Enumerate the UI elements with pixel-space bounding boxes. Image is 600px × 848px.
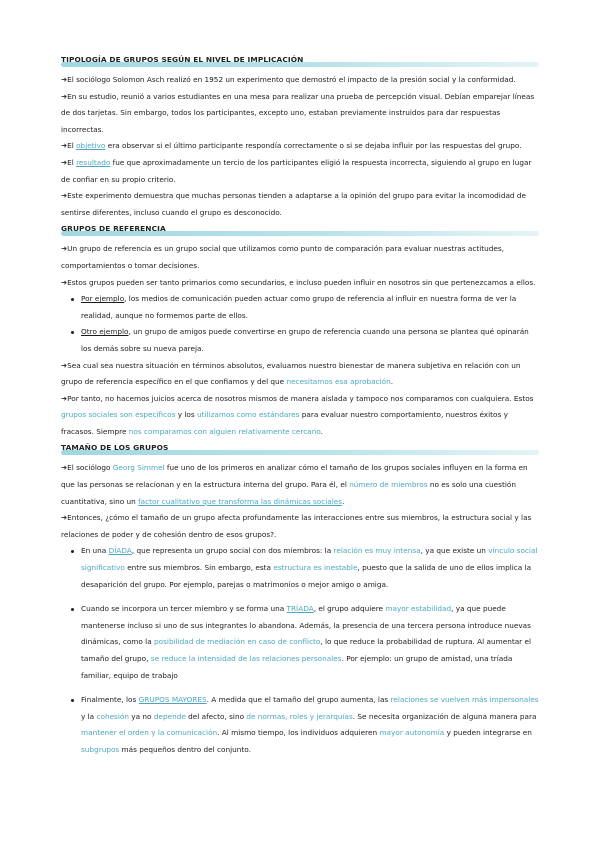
list-item	[81, 543, 539, 593]
paragraph	[61, 391, 539, 441]
highlighted-term: DÍADA	[108, 546, 132, 556]
text-run: entre sus miembros. Sin embargo, esta	[124, 563, 274, 573]
list-item	[81, 601, 539, 684]
highlighted-term: utilizamos como estándares	[197, 410, 300, 420]
highlighted-term: vínculo social significativo	[81, 546, 538, 573]
text-run: Cuando se incorpora un tercer miembro y se forma una	[81, 604, 287, 614]
section-heading	[61, 442, 539, 458]
text-run: era observar si el último participante respondía correctamente o si se dejaba influir por las respuestas del grupo.	[105, 141, 522, 151]
highlighted-term: se reduce la intensidad de las relaciones personales	[150, 654, 342, 663]
text-run: y los	[175, 410, 198, 420]
arrow-right-icon: ➜	[61, 463, 68, 473]
highlighted-term: factor cualitativo que transforma las dinámicas sociales	[138, 496, 343, 506]
highlighted-term: cohesión	[96, 711, 129, 721]
paragraph-text: En su estudio, reunió a varios estudiantes en una mesa para realizar una prueba de percepción visual. Debían emparejar líneas de dos tarjetas. Sin embargo, todos los participantes, excepto uno, estaban previamente instruidos para dar respuestas incorrectas.	[61, 91, 535, 134]
highlighted-term: depende	[153, 711, 186, 721]
text-run: no es solo una cuestión cuantitativa, sino un	[61, 480, 516, 506]
highlighted-term: relación es muy intensa	[333, 546, 421, 556]
paragraph	[61, 241, 539, 274]
highlighted-term: mantener el orden y la comunicación	[81, 728, 218, 738]
arrow-right-icon: ➜	[61, 191, 68, 201]
text-run: y pueden integrarse en	[444, 728, 532, 738]
list-item	[81, 324, 539, 357]
paragraph-text: Este experimento demuestra que muchas personas tienden a adaptarse a la opinión del grupo para evitar la incomodidad de sentirse diferentes, incluso cuando el grupo es desconocido.	[61, 191, 527, 217]
paragraph-text: Entonces, ¿cómo el tamaño de un grupo afecta profundamente las interacciones entre sus miembros, la estructura social y las relaciones de poder y de cohesión dentro de esos grupos?.	[61, 513, 532, 539]
paragraph	[61, 460, 539, 510]
text-run: .	[342, 496, 345, 506]
spacer	[81, 593, 539, 601]
text-run: Finalmente, los	[81, 695, 139, 705]
bullet-dot-icon	[71, 608, 74, 611]
section-heading-text: TIPOLOGÍA DE GRUPOS SEGÚN EL NIVEL DE IMPLICACIÓN	[61, 55, 304, 64]
text-run: En una	[81, 546, 109, 556]
text-run: Por tanto, no hacemos juicios acerca de nosotros mismos de manera aislada y tampoco nos comparamos con cualquiera. Estos	[67, 393, 534, 403]
section-heading-text: TAMAÑO DE LOS GRUPOS	[61, 443, 169, 453]
section-heading	[61, 54, 539, 70]
highlighted-term: necesitamos esa aprobación	[286, 377, 391, 387]
paragraph	[61, 275, 539, 292]
highlighted-term: GRUPOS MAYORES	[138, 695, 207, 705]
text-run: . Al mismo tiempo, los individuos adquieren	[217, 728, 380, 738]
text-run: , el grupo adquiere	[313, 604, 386, 614]
highlighted-term: relaciones se vuelven más impersonales	[390, 695, 539, 705]
highlighted-term: estructura es inestable	[273, 563, 358, 573]
highlighted-term: objetivo	[76, 141, 106, 151]
arrow-right-icon: ➜	[61, 393, 68, 403]
text-run: más pequeños dentro del conjunto.	[119, 744, 251, 754]
text-run: .	[320, 426, 323, 436]
arrow-right-icon: ➜	[61, 157, 68, 167]
bullet-dot-icon	[71, 550, 74, 553]
paragraph	[61, 510, 539, 543]
bullet-list	[61, 291, 539, 357]
text-run: y la	[81, 711, 97, 721]
highlighted-term: TRÍADA	[286, 604, 314, 614]
section-heading	[61, 223, 539, 239]
arrow-right-icon: ➜	[61, 141, 68, 151]
list-item	[81, 692, 539, 758]
highlighted-term: mayor estabilidad	[385, 604, 452, 614]
bullet-dot-icon	[71, 699, 74, 702]
spacer	[81, 684, 539, 692]
highlighted-term: de normas, roles y jerarquías	[246, 711, 353, 721]
text-run: . A medida que el tamaño del grupo aumenta, las	[206, 695, 391, 705]
text-run: fue uno de los primeros en analizar cómo el tamaño de los grupos sociales influyen en la forma en que las personas se relacionan y en la estructura interna del grupo. Para él, el	[61, 463, 528, 490]
arrow-right-icon: ➜	[61, 75, 68, 84]
bullet-list	[61, 543, 539, 758]
text-run: , un grupo de amigos puede convertirse en grupo de referencia cuando una persona se plantea qué opinarán los demás sobre su nueva pareja.	[81, 327, 529, 353]
text-run: . Por ejemplo: un grupo de amistad, una tríada familiar, equipo de trabajo	[81, 654, 513, 680]
paragraph	[61, 358, 539, 391]
paragraph	[61, 188, 539, 221]
section-heading-text: GRUPOS DE REFERENCIA	[61, 224, 166, 234]
bullet-dot-icon	[71, 331, 74, 334]
paragraph	[61, 155, 539, 188]
arrow-right-icon: ➜	[61, 244, 68, 254]
text-run: Sea cual sea nuestra situación en términos absolutos, evaluamos nuestro bienestar de manera subjetiva en relación con un grupo de referencia específico en el que confiamos y del que	[61, 360, 521, 387]
paragraph	[61, 138, 539, 155]
text-run: Otro ejemplo	[81, 327, 129, 337]
arrow-right-icon: ➜	[61, 360, 68, 370]
text-run: , ya que existe un	[420, 546, 489, 556]
text-run: Por ejemplo	[81, 294, 125, 304]
list-item	[81, 291, 539, 324]
text-run: , puesto que la salida de uno de ellos implica la desaparición del grupo. Por ejemplo, parejas o matrimonios o mejor amigo o amiga.	[81, 563, 532, 589]
paragraph-text: Estos grupos pueden ser tanto primarios como secundarios, e incluso pueden influir en nosotros sin que pertenezcamos a ellos.	[67, 277, 536, 287]
highlighted-term: grupos sociales son específicos	[61, 410, 176, 420]
highlighted-term: subgrupos	[81, 744, 120, 754]
paragraph	[61, 72, 539, 89]
text-run: , que representa un grupo social con dos miembros: la	[131, 546, 334, 556]
text-run: . Se necesita organización de alguna manera para	[352, 711, 537, 721]
text-run: El	[67, 141, 77, 151]
arrow-right-icon: ➜	[61, 513, 68, 523]
document-content	[61, 54, 539, 759]
highlighted-term: mayor autonomía	[379, 728, 445, 738]
arrow-right-icon: ➜	[61, 277, 68, 287]
text-run: ya no	[128, 711, 154, 721]
text-run: del afecto, sino	[185, 711, 247, 721]
paragraph-text: Un grupo de referencia es un grupo social que utilizamos como punto de comparación para evaluar nuestras actitudes, comportamientos o tomar decisiones.	[61, 244, 504, 270]
text-run: fue que aproximadamente un tercio de los participantes eligió la respuesta incorrecta, siguiendo al grupo en lugar de confiar en su propio criterio.	[61, 157, 532, 184]
bullet-dot-icon	[71, 298, 74, 301]
paragraph-text: El sociólogo Solomon Asch realizó en 1952 un experimento que demostró el impacto de la presión social y la conformidad.	[67, 75, 516, 84]
highlighted-term: Georg Simmel	[112, 463, 165, 473]
text-run: .	[390, 377, 394, 387]
text-run: El sociólogo	[67, 463, 113, 473]
text-run: para evaluar nuestro comportamiento, nuestros éxitos y fracasos. Siempre	[61, 410, 508, 436]
text-run: , lo que reduce la probabilidad de ruptura. Al aumentar el tamaño del grupo,	[81, 637, 532, 663]
arrow-right-icon: ➜	[61, 91, 68, 101]
highlighted-term: número de miembros	[349, 480, 428, 490]
highlighted-term: resultado	[76, 157, 111, 167]
text-run: El	[67, 157, 77, 167]
paragraph	[61, 89, 539, 139]
highlighted-term: nos comparamos con alguien relativamente cercano	[128, 426, 321, 436]
text-run: , los medios de comunicación pueden actuar como grupo de referencia al influir en nuestra forma de ver la realidad, aunque no formemos parte de ellos.	[81, 294, 517, 320]
text-run: , ya que puede mantenerse incluso si uno de sus integrantes lo abandona. Además, la presencia de una tercera persona introduce nuevas dinámicas, como la	[81, 604, 531, 647]
highlighted-term: posibilidad de mediación en caso de conflicto	[154, 637, 321, 647]
